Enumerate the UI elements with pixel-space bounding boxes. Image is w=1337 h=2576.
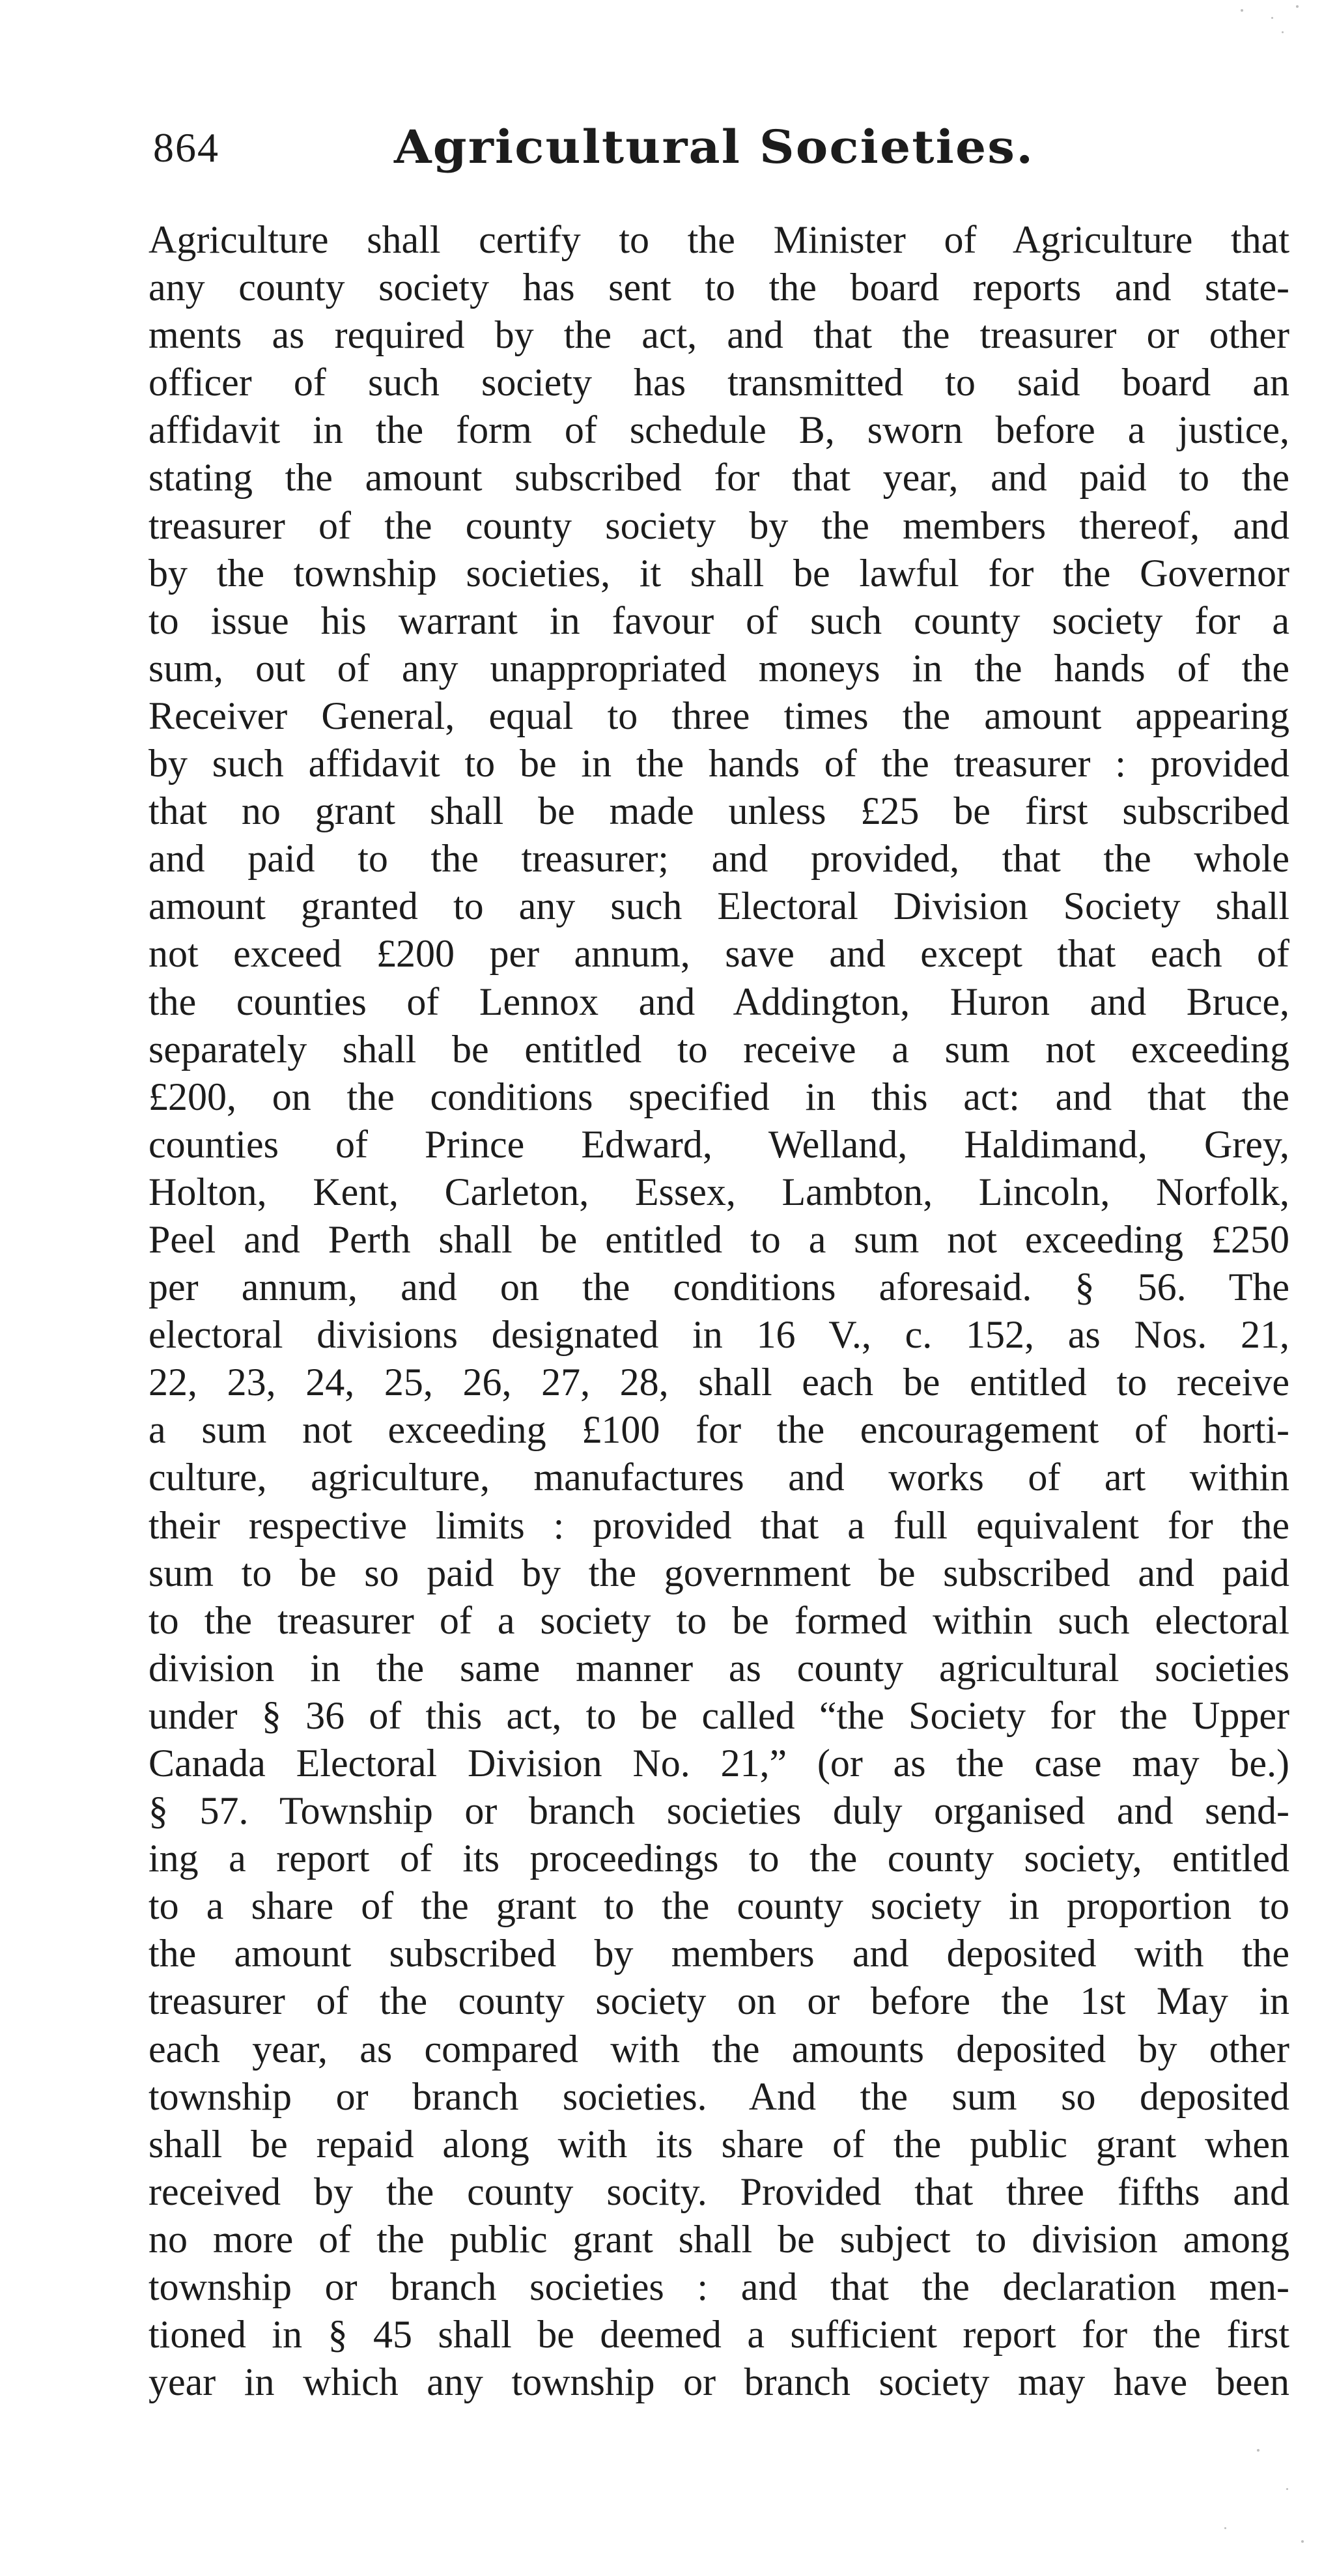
text-line: any county society has sent to the board reports and state-: [148, 266, 1289, 309]
text-line: not exceed £200 per annum, save and except that each of: [148, 932, 1289, 976]
text-line: culture, agriculture, manufactures and works of art within: [148, 1456, 1289, 1499]
scan-speck: [1286, 2488, 1288, 2490]
scan-speck: [1257, 2449, 1260, 2452]
text-line: § 57. Township or branch societies duly organised and send-: [148, 1789, 1289, 1833]
page-header: [153, 119, 1289, 177]
scan-speck: [1224, 2527, 1226, 2529]
text-line: a sum not exceeding £100 for the encouragement of horti-: [148, 1408, 1289, 1452]
text-line: to issue his warrant in favour of such county society for a: [148, 599, 1289, 642]
text-line: Peel and Perth shall be entitled to a sum not exceeding £250: [148, 1217, 1289, 1261]
text-line: the amount subscribed by members and deposited with the: [148, 1932, 1289, 1975]
scan-speck: [1271, 17, 1273, 19]
scan-speck: [1282, 31, 1284, 33]
page-number: 864: [153, 124, 219, 171]
text-line: officer of such society has transmitted to said board an: [148, 361, 1289, 404]
text-line: sum, out of any unappropriated moneys in the hands of the: [148, 646, 1289, 690]
text-line: each year, as compared with the amounts deposited by other: [148, 2027, 1289, 2071]
text-line: received by the county socity. Provided that three fifths and: [148, 2170, 1289, 2213]
text-line: that no grant shall be made unless £25 be first subscribed: [148, 789, 1289, 833]
text-line: and paid to the treasurer; and provided, that the whole: [148, 837, 1289, 881]
scan-speck: [1296, 5, 1299, 8]
text-line: tioned in § 45 shall be deemed a sufficient report for the first: [148, 2313, 1289, 2357]
scan-speck: [1241, 9, 1243, 12]
text-line: under § 36 of this act, to be called “the Society for the Upper: [148, 1693, 1289, 1737]
text-line: stating the amount subscribed for that year, and paid to the: [148, 456, 1289, 500]
text-line: shall be repaid along with its share of the public grant when: [148, 2122, 1289, 2166]
text-line: treasurer of the county society by the members thereof, and: [148, 503, 1289, 547]
text-line: electoral divisions designated in 16 V., c. 152, as Nos. 21,: [148, 1313, 1289, 1357]
text-line: the counties of Lennox and Addington, Huron and Bruce,: [148, 980, 1289, 1023]
text-line: township or branch societies : and that the declaration men-: [148, 2265, 1289, 2309]
text-line: Receiver General, equal to three times the amount appearing: [148, 694, 1289, 737]
text-line: ing a report of its proceedings to the county society, entitled: [148, 1837, 1289, 1880]
body-text: [148, 216, 1289, 2406]
text-line: per annum, and on the conditions aforesaid. § 56. The: [148, 1266, 1289, 1309]
text-line: by the township societies, it shall be lawful for the Governor: [148, 551, 1289, 595]
text-line: £200, on the conditions specified in this act: and that the: [148, 1075, 1289, 1118]
text-line: by such affidavit to be in the hands of the treasurer : provided: [148, 742, 1289, 786]
text-line: division in the same manner as county agricultural societies: [148, 1646, 1289, 1690]
text-line: their respective limits : provided that a full equivalent for the: [148, 1503, 1289, 1547]
text-line: township or branch societies. And the sum so deposited: [148, 2074, 1289, 2118]
text-line: to a share of the grant to the county society in proportion to: [148, 1884, 1289, 1928]
text-line: ments as required by the act, and that the treasurer or other: [148, 313, 1289, 357]
text-line: affidavit in the form of schedule B, sworn before a justice,: [148, 408, 1289, 452]
text-line: treasurer of the county society on or before the 1st May in: [148, 1979, 1289, 2023]
text-line: sum to be so paid by the government be subscribed and paid: [148, 1551, 1289, 1594]
text-line: Holton, Kent, Carleton, Essex, Lambton, Lincoln, Norfolk,: [148, 1170, 1289, 1213]
text-line: amount granted to any such Electoral Division Society shall: [148, 885, 1289, 928]
text-line: Canada Electoral Division No. 21,” (or as the case may be.): [148, 1742, 1289, 1785]
text-line: separately shall be entitled to receive a sum not exceeding: [148, 1027, 1289, 1071]
text-line: Agriculture shall certify to the Minister of Agriculture that: [148, 218, 1289, 261]
text-line: year in which any township or branch society may have been: [148, 2360, 1289, 2404]
text-line: 22, 23, 24, 25, 26, 27, 28, shall each be entitled to receive: [148, 1361, 1289, 1404]
text-line: no more of the public grant shall be subject to division among: [148, 2217, 1289, 2261]
text-line: to the treasurer of a society to be formed within such electoral: [148, 1598, 1289, 1642]
text-line: counties of Prince Edward, Welland, Haldimand, Grey,: [148, 1122, 1289, 1166]
scan-speck: [1301, 2540, 1304, 2543]
running-title: Agricultural Societies.: [394, 120, 1035, 174]
